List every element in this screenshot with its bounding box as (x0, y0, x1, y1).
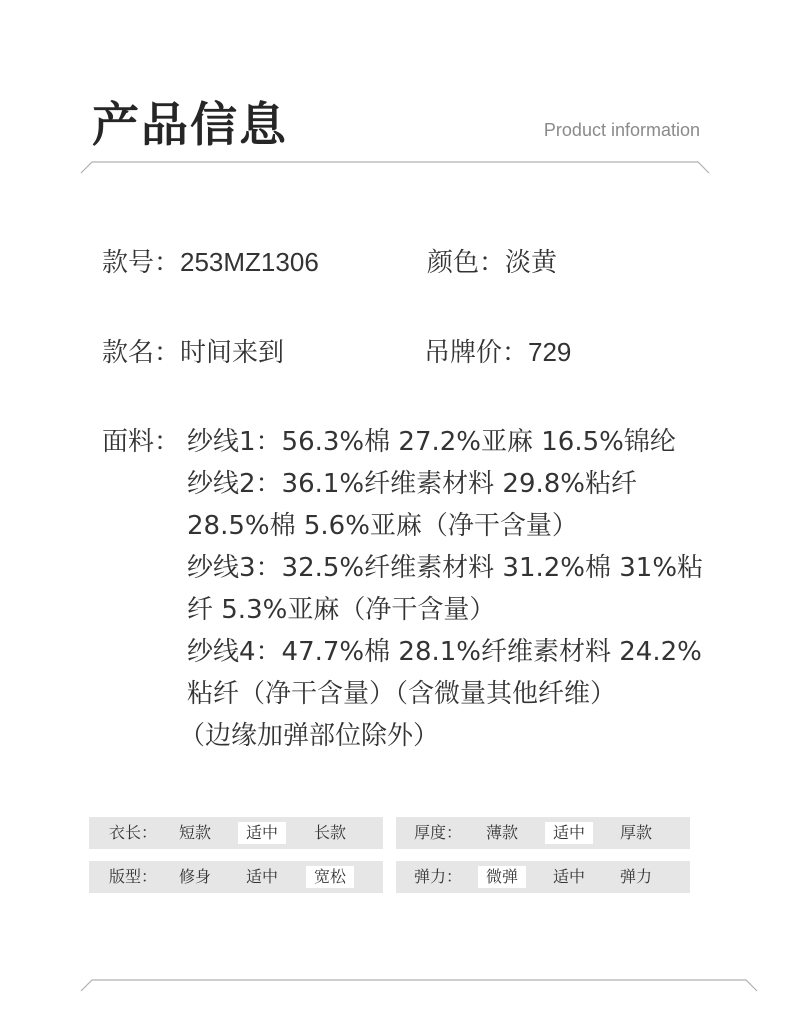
style-name-field (102, 332, 284, 369)
attr-stretch (396, 861, 690, 893)
attr-stretch-option: 弹力 (620, 867, 653, 886)
page-subtitle: Product information (543, 120, 700, 140)
color-label: 颜色： (427, 248, 506, 278)
bottom-divider (80, 978, 758, 992)
attr-thickness-option-selected: 适中 (545, 822, 593, 844)
style-no-field (102, 242, 319, 279)
attr-length-option: 短款 (179, 823, 212, 842)
top-divider (80, 160, 710, 174)
attr-stretch-label: 弹力： (414, 867, 463, 886)
style-name-value: 时间来到 (180, 338, 285, 368)
color-value: 淡黄 (505, 248, 558, 278)
attr-thickness-label: 厚度： (414, 823, 463, 842)
attr-fit-option: 适中 (246, 867, 279, 886)
attr-thickness (396, 817, 690, 849)
tag-price-field (424, 332, 571, 369)
attr-length-option: 长款 (314, 823, 347, 842)
fabric-line: 粘纤（净干含量）（含微量其他纤维） (187, 679, 617, 709)
attr-thickness-option: 薄款 (486, 823, 519, 842)
fabric-line: 纱线4：47.7%棉 28.1%纤维素材料 24.2% (187, 637, 702, 667)
fabric-label: 面料： (102, 427, 181, 457)
fabric-line: 纱线1：56.3%棉 27.2%亚麻 16.5%锦纶 (187, 427, 676, 457)
attr-stretch-option-selected: 微弹 (478, 866, 526, 888)
style-no-value: 253MZ1306 (180, 247, 319, 277)
attr-fit-label: 版型： (109, 867, 158, 886)
attr-fit (89, 861, 383, 893)
fabric-line: 纱线3：32.5%纤维素材料 31.2%棉 31%粘 (187, 553, 704, 583)
fabric-line: 纱线2：36.1%纤维素材料 29.8%粘纤 (187, 469, 637, 499)
fabric-line: （边缘加弹部位除外） (179, 721, 440, 751)
color-field (427, 242, 557, 279)
attr-thickness-option: 厚款 (620, 823, 653, 842)
attr-fit-option-selected: 宽松 (306, 866, 354, 888)
tag-price-value: 729 (528, 337, 572, 367)
fabric-line: 纤 5.3%亚麻（净干含量） (187, 595, 496, 625)
fabric-composition (179, 421, 717, 757)
attr-length-label: 衣长： (109, 823, 158, 842)
fabric-line: 28.5%棉 5.6%亚麻（净干含量） (187, 511, 578, 541)
attr-length (89, 817, 383, 849)
attr-length-option-selected: 适中 (238, 822, 286, 844)
style-name-label: 款名： (102, 338, 181, 368)
style-no-label: 款号： (102, 248, 181, 278)
page-title: 产品信息 (92, 98, 288, 153)
attr-stretch-option: 适中 (553, 867, 586, 886)
tag-price-label: 吊牌价： (424, 338, 529, 368)
attr-fit-option: 修身 (179, 867, 212, 886)
